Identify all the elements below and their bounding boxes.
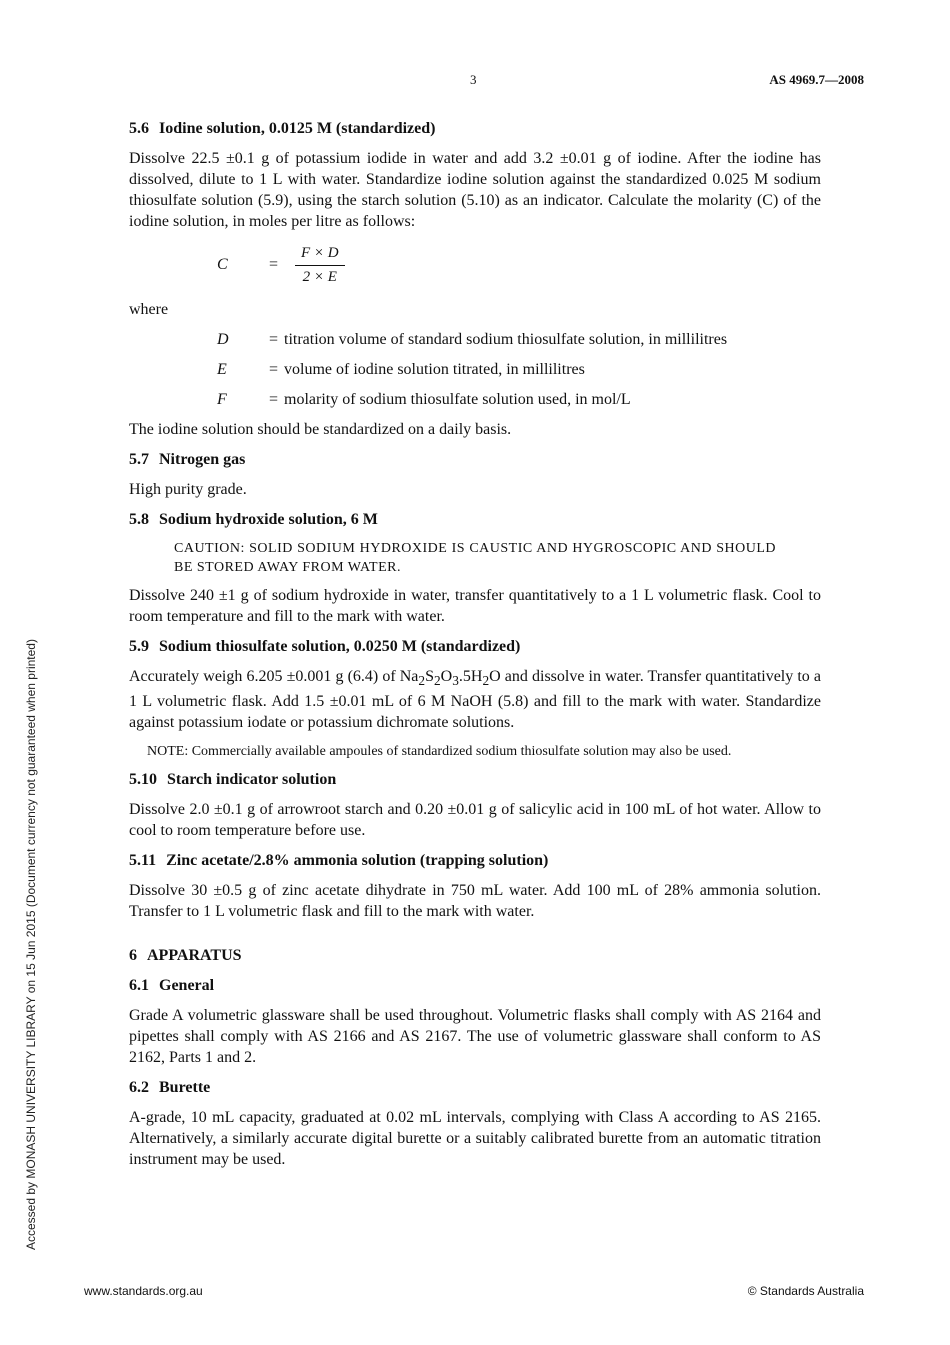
definition-equals: = [269, 361, 279, 378]
section-heading [129, 850, 821, 872]
section-title: Sodium hydroxide solution, 6 M [159, 511, 378, 528]
section-number: 6.2 [129, 1079, 149, 1097]
paragraph: Dissolve 30 ±0.5 g of zinc acetate dihydrate in 750 mL water. Add 100 mL of 28% ammonia solution. Transfer to 1 L volumetric flask and fill to the mark with water. [129, 882, 821, 921]
section-title: Nitrogen gas [159, 451, 246, 468]
section-number: 5.6 [129, 120, 149, 137]
page-number: 3 [470, 72, 477, 87]
paragraph: Grade A volumetric glassware shall be used throughout. Volumetric flasks shall comply with AS 2164 and pipettes shall comply with AS 2166 and AS 2167. The use of volumetric glassware shall conform to AS 2162, Parts 1 and 2. [129, 1007, 821, 1067]
section-title: Zinc acetate/2.8% ammonia solution (trapping solution) [166, 852, 549, 870]
section-number: 5.8 [129, 511, 149, 528]
section-heading [129, 118, 821, 140]
definition-text: titration volume of standard sodium thiosulfate solution, in millilitres [284, 331, 728, 348]
paragraph: Dissolve 240 ±1 g of sodium hydroxide in water, transfer quantitatively to a 1 L volumetric flask. Cool to room temperature and fill to the mark with water. [129, 587, 821, 625]
section-heading [129, 975, 821, 997]
definition-row [217, 389, 821, 410]
text-run: Accurately weigh 6.205 ±0.001 g (6.4) of Na [129, 668, 419, 685]
formula-equals: = [269, 256, 279, 273]
section-title: General [159, 977, 215, 995]
access-notice: Accessed by MONASH UNIVERSITY LIBRARY on 15 Jun 2015 (Document currency not guaranteed when printed) [24, 639, 38, 1250]
document-body [129, 118, 821, 1179]
section-title: Burette [159, 1079, 211, 1097]
text-run: O [440, 668, 453, 685]
subscript: 2 [482, 673, 490, 689]
section-number: 6 [129, 947, 137, 965]
section-number: 5.9 [129, 638, 149, 655]
formula-lhs: C [217, 256, 228, 273]
variable-definitions [129, 329, 821, 410]
definition-text: volume of iodine solution titrated, in millilitres [284, 361, 585, 378]
section-title: Starch indicator solution [167, 771, 337, 789]
definition-row [217, 329, 821, 350]
definition-equals: = [269, 391, 279, 408]
molarity-formula [217, 241, 821, 289]
definition-text: molarity of sodium thiosulfate solution used, in mol/L [284, 391, 631, 408]
section-heading [129, 769, 821, 791]
formula-denominator: 2 × E [302, 268, 337, 285]
definition-variable: E [217, 361, 227, 378]
where-label: where [129, 301, 169, 318]
definition-equals: = [269, 331, 279, 348]
paragraph: High purity grade. [129, 481, 247, 498]
paragraph: The iodine solution should be standardized on a daily basis. [129, 421, 512, 438]
caution-note: CAUTION: SOLID SODIUM HYDROXIDE IS CAUSTIC AND HYGROSCOPIC AND SHOULD BE STORED AWAY FROM WATER. [174, 541, 776, 575]
section-heading [129, 945, 821, 967]
definition-variable: F [217, 391, 227, 408]
section-number: 5.10 [129, 771, 157, 789]
subscript: 3 [452, 673, 459, 689]
text-run: .5H [458, 668, 483, 685]
paragraph: Dissolve 2.0 ±0.1 g of arrowroot starch and 0.20 ±0.01 g of salicylic acid in 100 mL of hot water. Allow to cool to room temperature before use. [129, 801, 821, 840]
text-run: O and dissolve in water. Transfer quantitatively to a 1 L volumetric flask. Add 1.5 ±0.01 mL of 6 M NaOH (5.8) and fill to the mark with water. Standardize against potassium iodate or potassium dichromate solutions. [129, 668, 822, 732]
subscript: 2 [418, 673, 426, 689]
section-number: 5.11 [129, 852, 157, 870]
formula-numerator: F × D [295, 245, 345, 266]
section-title: Sodium thiosulfate solution, 0.0250 M (standardized) [159, 638, 521, 655]
section-heading [129, 509, 821, 531]
paragraph [129, 666, 821, 733]
subscript: 2 [434, 673, 441, 689]
section-title: Iodine solution, 0.0125 M (standardized) [159, 120, 436, 137]
paragraph: Dissolve 22.5 ±0.1 g of potassium iodide in water and add 3.2 ±0.01 g of iodine. After the iodine has dissolved, dilute to 1 L with water. Standardize iodine solution against the standardized 0.025 M sodium thiosulfate solution (5.9), using the starch solution (5.10) as an indicator. Calculate the molarity (C) of the iodine solution, in moles per litre as follows: [129, 150, 821, 230]
paragraph: A-grade, 10 mL capacity, graduated at 0.02 mL intervals, complying with Class A according to AS 2165. Alternatively, a similarly accurate digital burette or a suitably calibrated burette from an automatic titration instrument may be used. [129, 1109, 821, 1169]
footer-copyright: © Standards Australia [747, 1284, 864, 1298]
text-run: S [425, 668, 434, 685]
footer-website: www.standards.org.au [84, 1284, 203, 1298]
section-number: 5.7 [129, 451, 149, 468]
section-title: APPARATUS [147, 947, 242, 965]
definition-variable: D [217, 331, 229, 348]
section-heading [129, 1077, 821, 1099]
section-number: 6.1 [129, 977, 149, 995]
note: NOTE: Commercially available ampoules of standardized sodium thiosulfate solution may also be used. [147, 744, 732, 760]
section-heading [129, 449, 821, 471]
section-heading [129, 636, 821, 658]
definition-row [217, 359, 821, 380]
formula-fraction [295, 245, 345, 286]
document-code: AS 4969.7—2008 [769, 72, 864, 87]
